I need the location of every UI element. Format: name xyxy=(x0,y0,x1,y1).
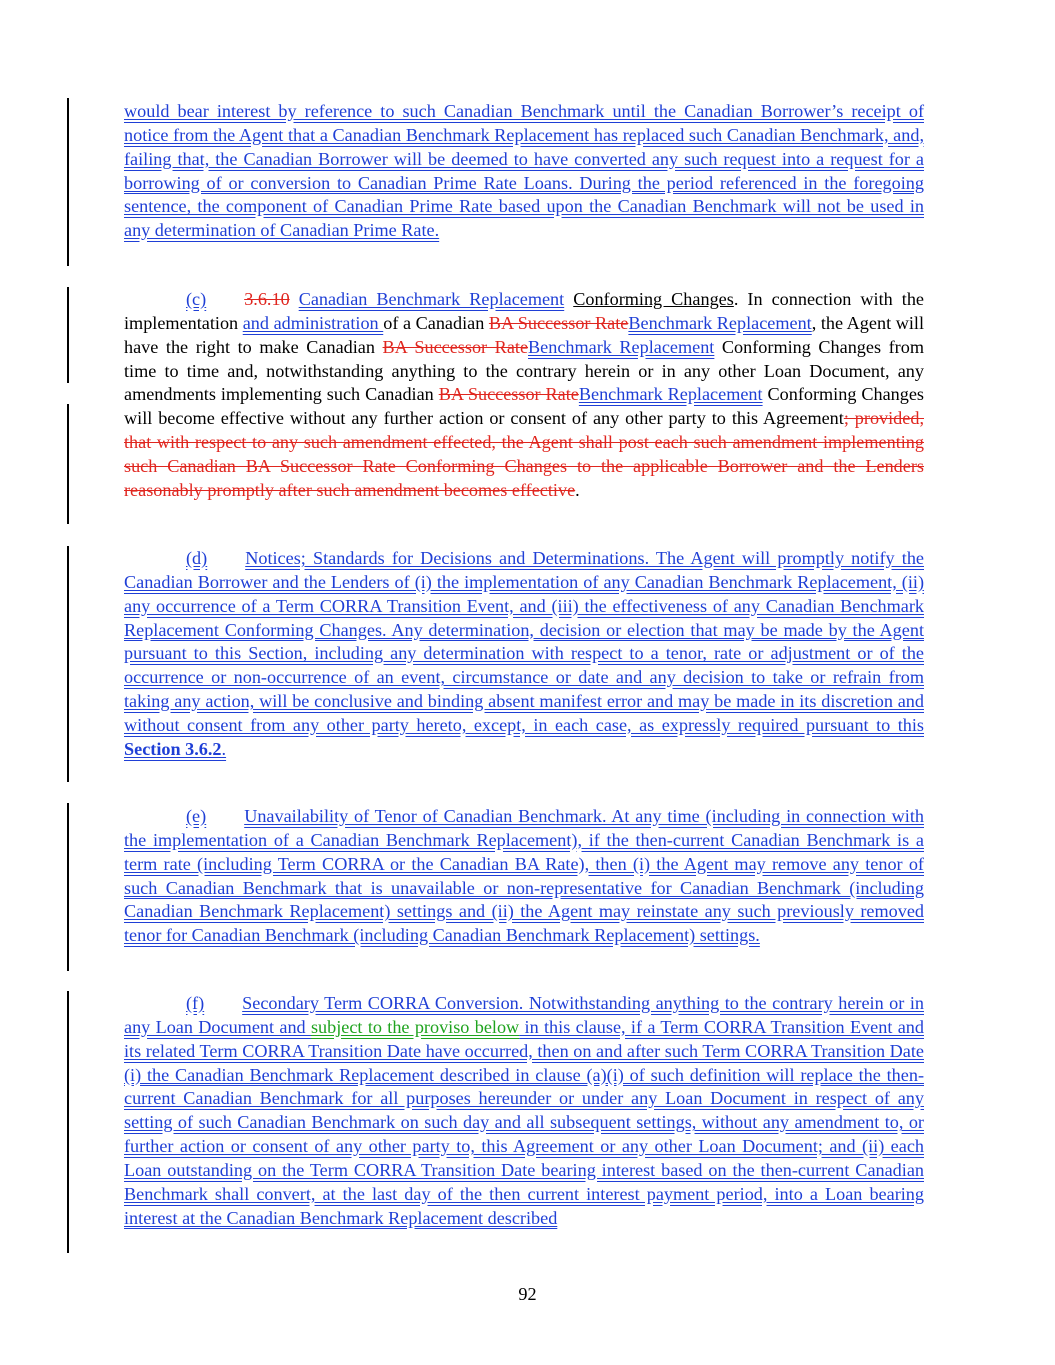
paragraph-e xyxy=(124,805,924,948)
clause-label-c: (c) xyxy=(186,289,207,309)
change-bar xyxy=(67,404,69,524)
clause-label-d: (d) xyxy=(186,548,208,568)
paragraph-intro xyxy=(124,100,924,243)
inserted-title: Canadian Benchmark Replacement xyxy=(298,289,565,309)
change-bar xyxy=(67,803,69,971)
section-title: Conforming Changes xyxy=(573,289,734,309)
inserted-text: Secondary Term CORRA Conversion. Notwithstanding anything to the contrary herein or in any Loan Document and xyxy=(124,993,924,1037)
page-number: 92 xyxy=(518,1284,537,1304)
deleted-section-number: 3.6.10 xyxy=(244,289,290,309)
clause-label-e: (e) xyxy=(186,806,207,826)
clause-label-f: (f) xyxy=(186,993,205,1013)
change-bar xyxy=(67,991,69,1253)
inserted-text: Notices; Standards for Decisions and Determinations. The Agent will promptly notify the Canadian Borrower and the Lenders of (i) the implementation of any Canadian Benchmark Replacement, (ii) any occurrence of a Term CORRA Transition Event, and (iii) the effectiveness of any Canadian Benchmark Replacement Conforming Changes. Any determination, decision or election that may be made by the Agent pursuant to this Section, including any determination with respect to a tenor, rate or adjustment or of the occurrence or non-occurrence of an event, circumstance or date and any decision to take or refrain from taking any action, will be conclusive and binding absent manifest error and may be made in its discretion and without consent from any other party hereto, except, in each case, as expressly required pursuant to this xyxy=(124,548,924,735)
change-bar xyxy=(67,287,69,383)
section-reference: Section 3.6.2 xyxy=(124,738,222,759)
change-bar xyxy=(67,98,69,266)
change-bar xyxy=(67,546,69,782)
paragraph-c: (c) 3.6.10 Canadian Benchmark Replacement Conforming Changes. In connection with the implementation and administration of a Canadian BA Successor RateBenchmark Replacement, the Agent will have the right to make Canadian BA Successor RateBenchmark Replacement Conforming Changes from time to time and, notwithstanding anything to the contrary herein or in any other Loan Document, any amendments implementing such Canadian BA Successor RateBenchmark Replacement Conforming Changes will become effective without any further action or consent of any other party to this Agreement; provided, that with respect to any such amendment effected, the Agent shall post each such amendment implementing such Canadian BA Successor Rate Conforming Changes to the applicable Borrower and the Lenders reasonably promptly after such amendment becomes effective. xyxy=(124,289,924,500)
inserted-text: would bear interest by reference to such Canadian Benchmark until the Canadian Borrower’s receipt of notice from the Agent that a Canadian Benchmark Replacement has replaced such Canadian Benchmark, and, failing that, the Canadian Borrower will be deemed to have converted any such request into a request for a borrowing of or conversion to Canadian Prime Rate Loans. During the period referenced in the foregoing sentence, the component of Canadian Prime Rate based upon the Canadian Benchmark will not be used in any determination of Canadian Prime Rate. xyxy=(124,101,924,241)
inserted-text: Unavailability of Tenor of Canadian Benchmark. At any time (including in connection with the implementation of a Canadian Benchmark Replacement), if the then-current Canadian Benchmark is a term rate (including Term CORRA or the Canadian BA Rate), then (i) the Agent may remove any tenor of such Canadian Benchmark that is unavailable or non-representative for Canadian Benchmark (including Canadian Benchmark Replacement) settings and (ii) the Agent may reinstate any such previously removed tenor for Canadian Benchmark (including Canadian Benchmark Replacement) settings. xyxy=(124,806,924,946)
paragraph-f xyxy=(124,992,924,1230)
moved-text: subject to the proviso below xyxy=(310,1016,520,1037)
paragraph-d: (d) Notices; Standards for Decisions and Determinations. The Agent will promptly notify the Canadian Borrower and the Lenders of (i) the implementation of any Canadian Benchmark Replacement, (ii) any occurrence of a Term CORRA Transition Event, and (iii) the effectiveness of any Canadian Benchmark Replacement Conforming Changes. Any determination, decision or election that may be made by the Agent pursuant to this Section, including any determination with respect to a tenor, rate or adjustment or of the occurrence or non-occurrence of an event, circumstance or date and any decision to take or refrain from taking any action, will be conclusive and binding absent manifest error and may be made in its discretion and without consent from any other party hereto, except, in each case, as expressly required pursuant to this Section 3.6.2. xyxy=(124,548,924,759)
inserted-text: in this clause, if a Term CORRA Transition Event and its related Term CORRA Transition Date have occurred, then on and after such Term CORRA Transition Date (i) the Canadian Benchmark Replacement described in clause (a)(i) of such definition will replace the then-current Canadian Benchmark for all purposes hereunder or under any Loan Document in respect of any setting of such Canadian Benchmark on such day and all subsequent settings, without any amendment to, or further action or consent of any other party to, this Agreement or any other Loan Document; and (ii) each Loan outstanding on the Term CORRA Transition Date bearing interest based on the then-current Canadian Benchmark shall convert, at the last day of the then current interest payment period, into a Loan bearing interest at the Canadian Benchmark Replacement described xyxy=(124,1016,924,1228)
